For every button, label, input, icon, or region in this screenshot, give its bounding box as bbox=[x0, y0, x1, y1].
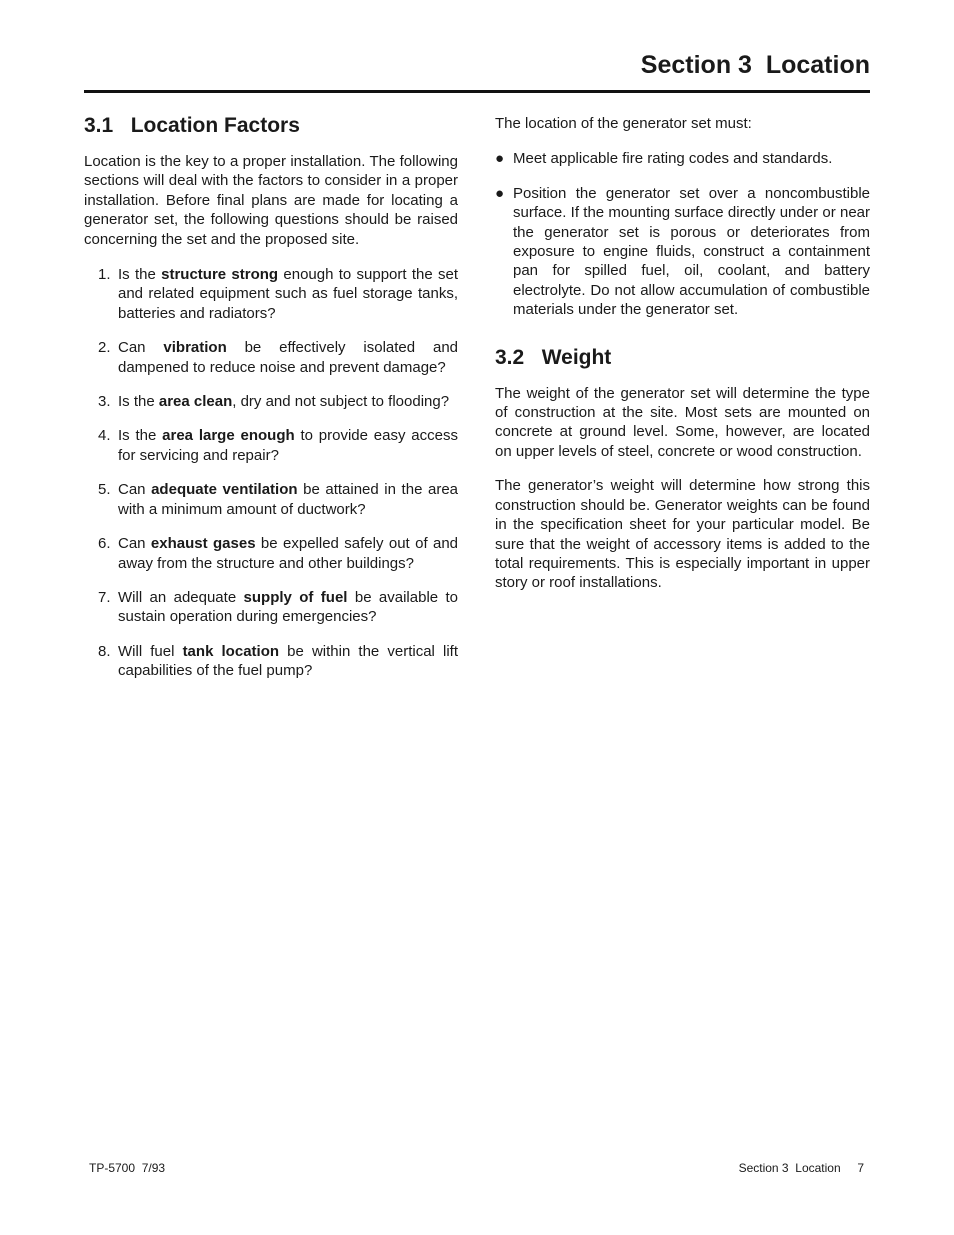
left-column bbox=[84, 112, 458, 696]
footer-section: Section 3 Location bbox=[738, 1161, 841, 1175]
question-text: enough to support the set and related equipment such as fuel storage tanks, batteries and radiators? bbox=[118, 266, 459, 322]
section-3-1-heading: 3.1 Location Factors bbox=[84, 114, 300, 137]
page-title: Section 3 Location bbox=[640, 51, 870, 79]
question-item bbox=[84, 392, 458, 411]
question-list bbox=[84, 265, 458, 681]
page-number: 7 bbox=[857, 1161, 864, 1175]
weight-paragraph-2: The generator’s weight will determine how strong this construction should be. Generator weights can be found in the specification sheet for your particular model. Be sure that the weight of accessory items is added to the total requirements. This is especially important in upper story or roof installations. bbox=[495, 477, 870, 592]
question-keyword: tank location bbox=[182, 642, 280, 660]
question-item bbox=[84, 265, 458, 323]
section-3-2-heading: 3.2 Weight bbox=[495, 345, 612, 369]
bullet-icon: ● bbox=[495, 184, 505, 202]
right-column bbox=[495, 114, 870, 593]
location-musts-intro: The location of the generator set must: bbox=[495, 115, 752, 132]
question-text: Can bbox=[118, 339, 164, 357]
question-text: be available to sustain operation during emergencies? bbox=[118, 588, 459, 626]
bullet-icon: ● bbox=[495, 150, 505, 168]
question-text: be expelled safely out of and away from the structure and other buildings? bbox=[118, 535, 459, 572]
question-number: 3. bbox=[98, 393, 111, 411]
footer-page-info bbox=[739, 1161, 864, 1175]
list-item-text: Position the generator set over a noncombustible surface. If the mounting surface directly under or near the generator set is porous or deteriorates from exposure to engine fluids, construct a containment pan for spilled fuel, oil, coolant, and battery electrolyte. Do not allow accumulation of combustible materials under the generator set. bbox=[513, 184, 870, 319]
question-text: be attained in the area with a minimum amount of ductwork? bbox=[118, 481, 459, 518]
question-text: Is the bbox=[118, 266, 162, 284]
question-keyword: structure strong bbox=[161, 266, 279, 284]
header-rule bbox=[84, 90, 870, 93]
question-keyword: area clean bbox=[158, 393, 233, 411]
question-keyword: area large enough bbox=[162, 427, 295, 445]
list-item-text: Meet applicable fire rating codes and standards. bbox=[513, 150, 833, 168]
question-item bbox=[84, 588, 458, 627]
question-item bbox=[84, 534, 458, 573]
weight-paragraph-1: The weight of the generator set will determine the type of construction at the site. Most sets are mounted on concrete at ground level. Some, however, are located on upper levels of steel, concrete or wood construction. bbox=[495, 384, 870, 460]
question-text: to provide easy access for servicing and repair? bbox=[118, 427, 458, 464]
question-text: Can bbox=[118, 481, 152, 499]
section-3-1-intro: Location is the key to a proper installation. The following sections will deal with the factors to consider in a proper installation. Before final plans are made for locating a generator set, the following questions should be raised concerning the set and the proposed site. bbox=[84, 153, 458, 248]
question-number: 6. bbox=[98, 535, 111, 553]
question-item bbox=[84, 426, 458, 465]
list-item bbox=[495, 184, 870, 320]
question-number: 8. bbox=[98, 642, 111, 660]
question-item bbox=[84, 480, 458, 519]
question-text: , dry and not subject to flooding? bbox=[232, 393, 450, 411]
question-number: 2. bbox=[98, 339, 111, 357]
question-text: Will an adequate bbox=[118, 588, 244, 606]
question-number: 4. bbox=[98, 427, 111, 445]
question-number: 7. bbox=[98, 588, 111, 606]
question-text: be effectively isolated and dampened to reduce noise and prevent damage? bbox=[118, 339, 459, 376]
question-number: 5. bbox=[98, 481, 111, 499]
location-musts-list bbox=[495, 149, 870, 319]
question-item bbox=[84, 642, 458, 681]
question-text: be within the vertical lift capabilities of the fuel pump? bbox=[118, 642, 458, 680]
question-number: 1. bbox=[98, 266, 111, 284]
question-keyword: supply of fuel bbox=[243, 588, 348, 606]
list-item bbox=[495, 149, 870, 168]
question-keyword: vibration bbox=[163, 339, 227, 357]
footer-doc-id: TP-5700 7/93 bbox=[89, 1161, 166, 1175]
question-keyword: adequate ventilation bbox=[151, 481, 298, 499]
question-text: Is the bbox=[118, 427, 163, 445]
question-text: Can bbox=[118, 535, 151, 553]
question-text: Is the bbox=[118, 393, 159, 411]
question-item bbox=[84, 338, 458, 377]
question-keyword: exhaust gases bbox=[150, 535, 256, 553]
question-text: Will fuel bbox=[118, 642, 183, 660]
